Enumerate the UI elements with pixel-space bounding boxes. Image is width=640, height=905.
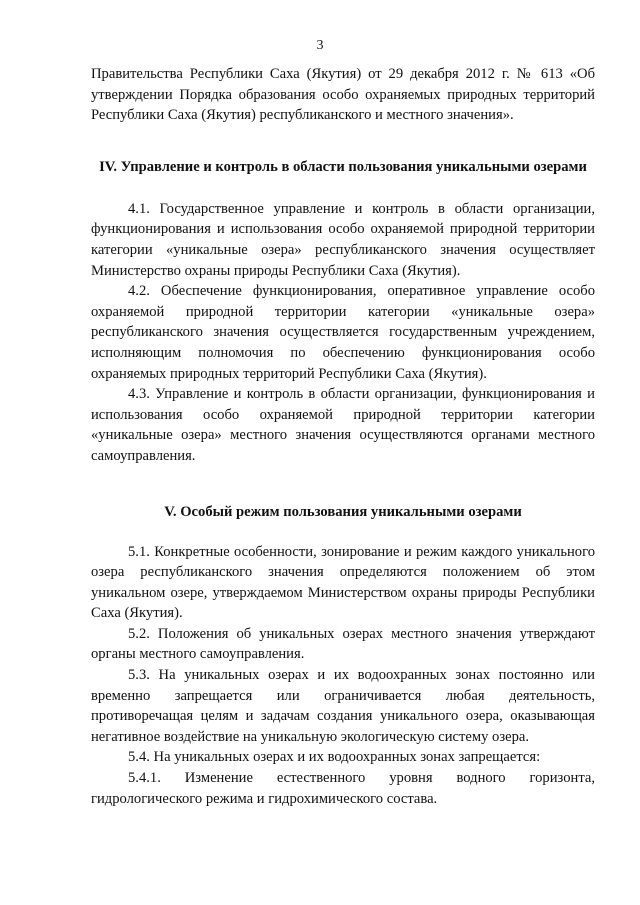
paragraph-4-3: 4.3. Управление и контроль в области организации, функционирования и использования особо охраняемой природной территории категории «уникальные озера» местного значения осуществляются органами местного самоуправления. <box>91 386 595 464</box>
document-body <box>91 64 595 809</box>
paragraph-5-4-1: 5.4.1. Изменение естественного уровня водного горизонта, гидрологического режима и гидрохимического состава. <box>91 770 595 807</box>
intro-paragraph: Правительства Республики Саха (Якутия) от 29 декабря 2012 г. № 613 «Об утверждении Порядка образования особо охраняемых природных территорий Республики Саха (Якутия) республиканского и местного значения». <box>91 66 595 124</box>
paragraph-4-2: 4.2. Обеспечение функционирования, оперативное управление особо охраняемой природной территории категории «уникальные озера» республиканского значения осуществляется государственным учреждением, исполняющим полномочия по обеспечению функционирования особо охраняемых природных территорий Республики Саха (Якутия). <box>91 283 595 382</box>
section-5-heading: V. Особый режим пользования уникальными озерами <box>164 503 522 520</box>
paragraph-4-1: 4.1. Государственное управление и контроль в области организации, функционирования и использования особо охраняемой природной территории категории «уникальные озера» республиканского значения осуществляет Министерство охраны природы Республики Саха (Якутия). <box>91 200 595 279</box>
section-4 <box>91 158 595 467</box>
paragraph-5-1: 5.1. Конкретные особенности, зонирование и режим каждого уникального озера республиканского значения определяются положением об этом уникальном озере, утверждаемом Министерством охраны природы Республики Саха (Якутия). <box>91 543 595 622</box>
spacer <box>91 467 595 503</box>
spacer <box>91 522 595 542</box>
section-4-heading: IV. Управление и контроль в области пользования уникальными озерами <box>99 158 587 175</box>
spacer <box>91 177 595 199</box>
section-5 <box>91 503 595 810</box>
paragraph-5-2: 5.2. Положения об уникальных озерах местного значения утверждают органы местного самоуправления. <box>91 625 595 663</box>
paragraph-5-4: 5.4. На уникальных озерах и их водоохранных зонах запрещается: <box>128 749 541 766</box>
paragraph-5-3: 5.3. На уникальных озерах и их водоохранных зонах постоянно или временно запрещается или ограничивается любая деятельность, противоречащая целям и задачам создания уникального озера, оказывающая негативное воздействие на уникальную экологическую систему озера. <box>91 667 595 745</box>
page-number: 3 <box>316 38 324 53</box>
spacer <box>91 126 595 158</box>
